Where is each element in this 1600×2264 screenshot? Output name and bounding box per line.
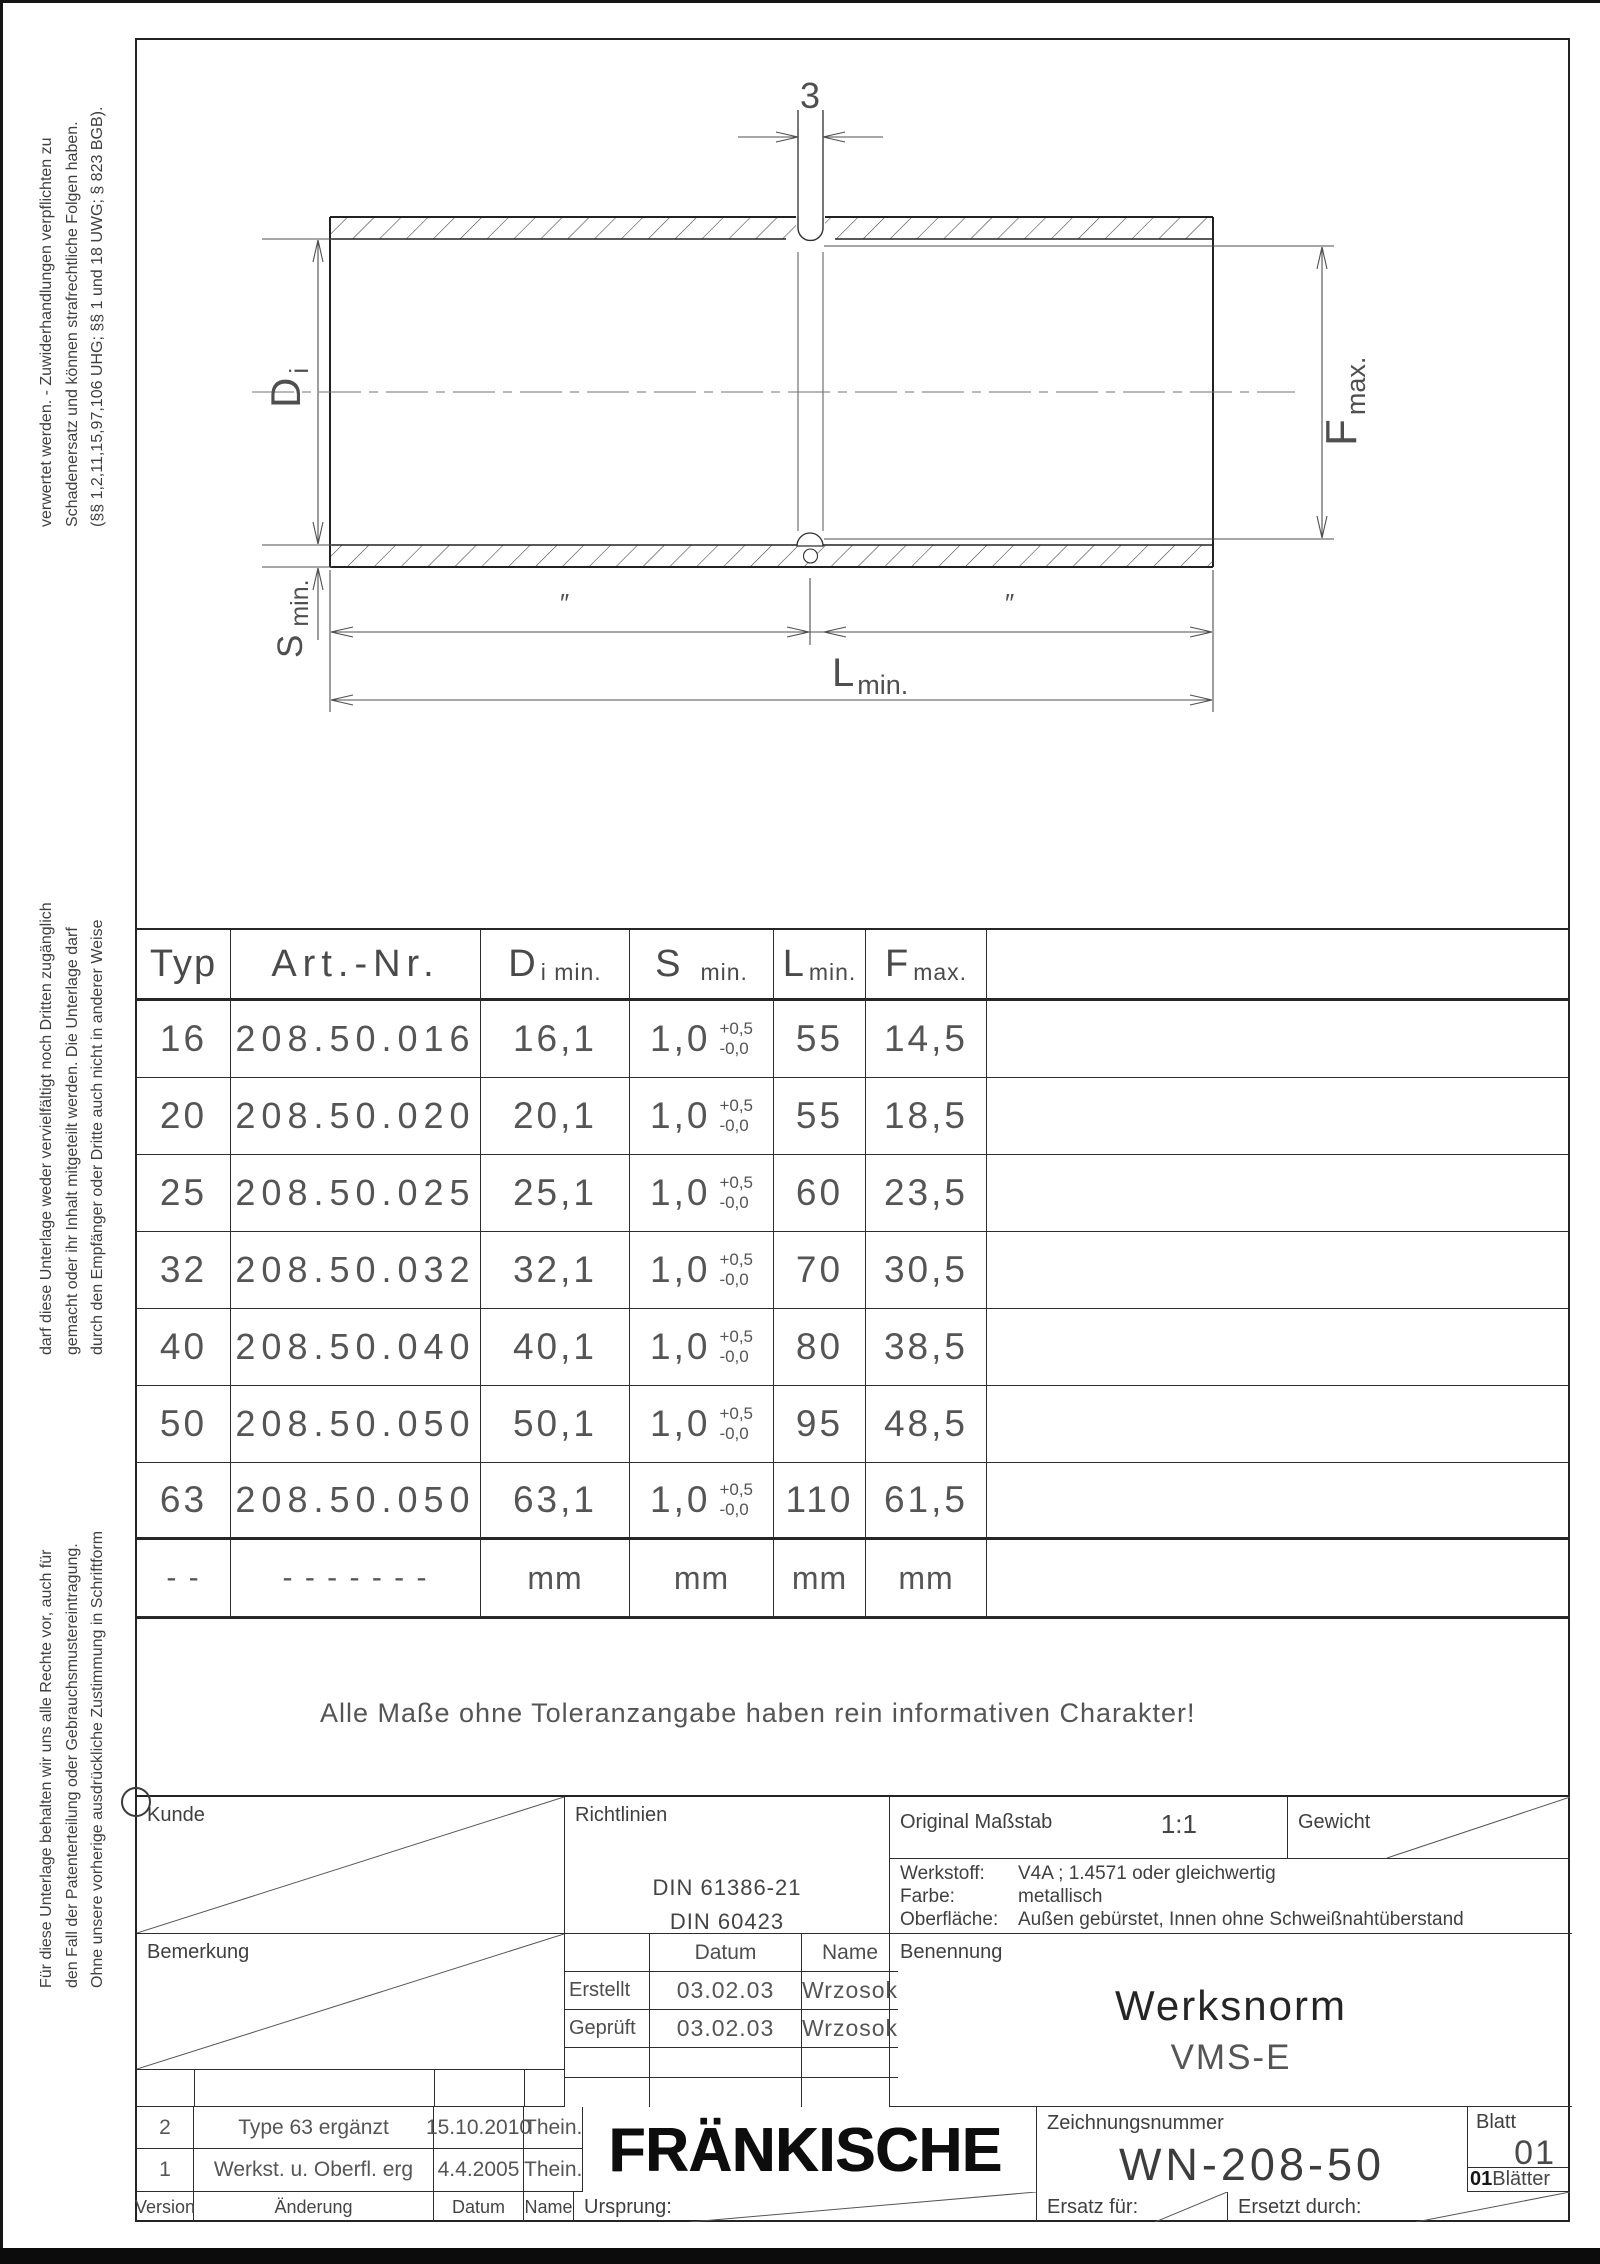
table-row: 25 (137, 1155, 231, 1232)
half-length-mark-right: ″ (1005, 588, 1015, 618)
blaetter-label: Blätter (1492, 2168, 1551, 2190)
benennung-title: Werksnorm (1115, 1982, 1347, 2029)
dim-di-label: Di (262, 367, 314, 408)
unit-row-f: mm (866, 1540, 987, 1617)
din-standard: DIN 60423 (669, 1909, 785, 1935)
ursprung-cell (574, 2192, 1037, 2222)
blatt-value: 01 (1514, 2134, 1556, 2172)
footer-datum: Datum (434, 2192, 524, 2222)
gewicht-cell (1288, 1797, 1570, 1859)
richtlinien-standards (565, 1871, 889, 1939)
bemerkung-cell (137, 1934, 565, 2070)
table-row: 16 (137, 1001, 231, 1078)
unit-row-art: - - - - - - - (231, 1540, 481, 1617)
unit-row-l: mm (774, 1540, 866, 1617)
dim-smin-label: Smin. (271, 579, 314, 658)
geprueft-name: Wrzosok (802, 2010, 898, 2048)
ersetzt-label: Ersetzt durch: (1238, 2195, 1362, 2218)
geprueft-datum: 03.02.03 (650, 2010, 802, 2048)
kunde-label: Kunde (147, 1804, 205, 1826)
zeichnungsnummer-label: Zeichnungsnummer (1047, 2112, 1224, 2134)
table-row: 40 (137, 1309, 231, 1386)
ersatz-label: Ersatz für: (1047, 2195, 1139, 2218)
table-row: 63 (137, 1463, 231, 1540)
empty-revision-row (137, 2070, 565, 2107)
revision-name: Thein. (524, 2107, 583, 2149)
margin-note-line: Ohne unsere vorherige ausdrückliche Zustimmung in Schriftform (89, 1530, 107, 1988)
margin-note-line: Für diese Unterlage behalten wir uns alle Rechte vor, auch für (38, 1549, 55, 1988)
kunde-cell (137, 1797, 565, 1934)
col-header-di: D i min. (481, 930, 630, 1001)
diagonal-strike (1155, 2192, 1227, 2222)
margin-note-line: verwertet werden. - Zuwiderhandlungen verpflichten zu (38, 137, 55, 527)
din-standard: DIN 61386-21 (652, 1875, 802, 1900)
benennung-subtitle: VMS-E (1170, 2038, 1292, 2077)
unit-row-di: mm (481, 1540, 630, 1617)
table-row: 20 (137, 1078, 231, 1155)
revision-date: 4.4.2005 (434, 2149, 524, 2192)
tolerance-note: Alle Maße ohne Toleranzangabe haben rein informativen Charakter! (320, 1698, 1196, 1728)
revision-date: 15.10.2010 (434, 2107, 524, 2149)
massstab-label: Original Maßstab (900, 1811, 1053, 1833)
size-table: Typ Art.-Nr. D i min. S min. L min. F max. 16 208.50.016 16,1 1,0 +0,5 -0,0 55 14,5 20 208.50.020 20,1 1,0 +0,5 -0,0 55 18,5 25 208.50.025 25,1 1,0 +0,5 -0,0 60 23,5 32 208.50.032 32,1 1,0 +0,5 -0,0 70 30,5 40 208.50.040 40,1 1,0 +0,5 -0,0 80 38,5 50 208.50.050 50,1 1,0 +0,5 -0,0 95 48,5 63 208.50.050 63,1 1,0 +0,5 -0,0 110 61,5 - - - - - - - - - mm mm mm mm (135, 928, 1570, 1619)
ursprung-label: Ursprung: (584, 2195, 672, 2218)
zeichnungsnummer-value: WN-208-50 (1118, 2139, 1386, 2190)
revision-name: Thein. (524, 2149, 583, 2192)
col-header-f: F max. (866, 930, 987, 1001)
ersetzt-cell (1228, 2192, 1570, 2222)
unit-row-s: mm (630, 1540, 774, 1617)
diagonal-strike (1387, 1797, 1570, 1858)
table-row: 50 (137, 1386, 231, 1463)
dim-fmax-label: $F_{max.}$ (1317, 356, 1371, 446)
richtlinien-label: Richtlinien (575, 1804, 668, 1826)
diagonal-strike (1416, 2192, 1570, 2222)
dimension-lines (262, 110, 1327, 712)
dim-lmin-label: L $_{min.}$ (832, 651, 909, 700)
unit-row-typ: - - (137, 1540, 231, 1617)
oberflaeche-label: Oberfläche: (900, 1909, 999, 1931)
col-header-s: S min. (630, 930, 774, 1001)
margin-note-line: gemacht oder ihr Inhalt mitgeteilt werden. Die Unterlage darf (63, 927, 81, 1355)
sheet-edge-bottom (0, 2248, 1600, 2264)
footer-aenderung: Änderung (194, 2192, 434, 2222)
col-header-empty (987, 930, 1568, 1001)
margin-note-copyright-2 (34, 850, 111, 1355)
werkstoff-label: Werkstoff: (900, 1863, 985, 1884)
massstab-cell (890, 1797, 1288, 1859)
margin-note-line: Schadenersatz und können strafrechtliche Folgen haben. (63, 121, 81, 527)
revision-version: 1 (137, 2149, 194, 2192)
name-header: Name (802, 1934, 898, 1972)
revision-version: 2 (137, 2107, 194, 2149)
margin-note-copyright-3 (34, 1483, 111, 1988)
gewicht-label: Gewicht (1298, 1811, 1371, 1833)
oberflaeche-value: Außen gebürstet, Innen ohne Schweißnahtüberstand (1018, 1909, 1464, 1931)
col-header-artnr: Art.-Nr. (231, 930, 481, 1001)
bemerkung-label: Bemerkung (147, 1941, 250, 1963)
benennung-cell (890, 1934, 1572, 2107)
title-block (135, 1795, 1570, 2222)
blaetter-count: 01 (1470, 2168, 1493, 2190)
massstab-value: 1:1 (1160, 1809, 1197, 1839)
revision-table (137, 2107, 583, 2192)
pipe-sleeve-drawing (0, 0, 1600, 900)
werkstoff-value: V4A ; 1.4571 oder gleichwertig (1018, 1863, 1276, 1884)
margin-note-line: (§§ 1,2,11,15,97,106 UHG; §§ 1 und 18 UWG; § 823 BGB). (89, 106, 107, 527)
approvals-table (565, 1934, 899, 2107)
footer-name: Name (524, 2192, 574, 2222)
geprueft-label: Geprüft (565, 2010, 650, 2048)
fraenkische-logo: FRÄNKISCHE (608, 2114, 1002, 2185)
erstellt-name: Wrzosok (802, 1972, 898, 2010)
diagonal-strike (137, 1934, 564, 2069)
margin-note-line: darf diese Unterlage weder vervielfältigt noch Dritten zugänglich (38, 902, 55, 1355)
half-length-mark-left: ″ (560, 588, 570, 618)
punch-hole-mark (121, 1787, 151, 1817)
diagonal-strike (690, 2192, 1037, 2222)
material-cell (890, 1859, 1572, 1934)
zeichnungsnummer-cell (1037, 2107, 1468, 2192)
benennung-label: Benennung (900, 1941, 1003, 1963)
col-header-typ: Typ (137, 930, 231, 1001)
blaetter-cell (1468, 2168, 1568, 2192)
erstellt-label: Erstellt (565, 1972, 650, 2010)
company-logo-cell (574, 2107, 1037, 2192)
erstellt-datum: 03.02.03 (650, 1972, 802, 2010)
footer-version: Version (137, 2192, 194, 2222)
richtlinien-cell (565, 1797, 890, 1934)
margin-note-line: den Fall der Patenterteilung oder Gebrauchsmustereintragung. (63, 1543, 81, 1988)
col-header-l: L min. (774, 930, 866, 1001)
margin-note-line: durch den Empfänger oder Dritte auch nicht in anderer Weise (89, 919, 107, 1355)
dim-weld-width-label: 3 (799, 75, 821, 116)
farbe-label: Farbe: (900, 1886, 955, 1908)
revision-footer (134, 2192, 574, 2222)
revision-change: Type 63 ergänzt (194, 2107, 434, 2149)
table-row: 32 (137, 1232, 231, 1309)
pipe-walls (330, 110, 1334, 567)
farbe-value: metallisch (1018, 1886, 1103, 1908)
diagonal-strike (137, 1797, 564, 1933)
blatt-cell (1468, 2107, 1568, 2172)
blatt-label: Blatt (1476, 2111, 1517, 2133)
datum-header: Datum (650, 1934, 802, 1972)
ersatz-cell (1037, 2192, 1228, 2222)
revision-change: Werkst. u. Oberfl. erg (194, 2149, 434, 2192)
